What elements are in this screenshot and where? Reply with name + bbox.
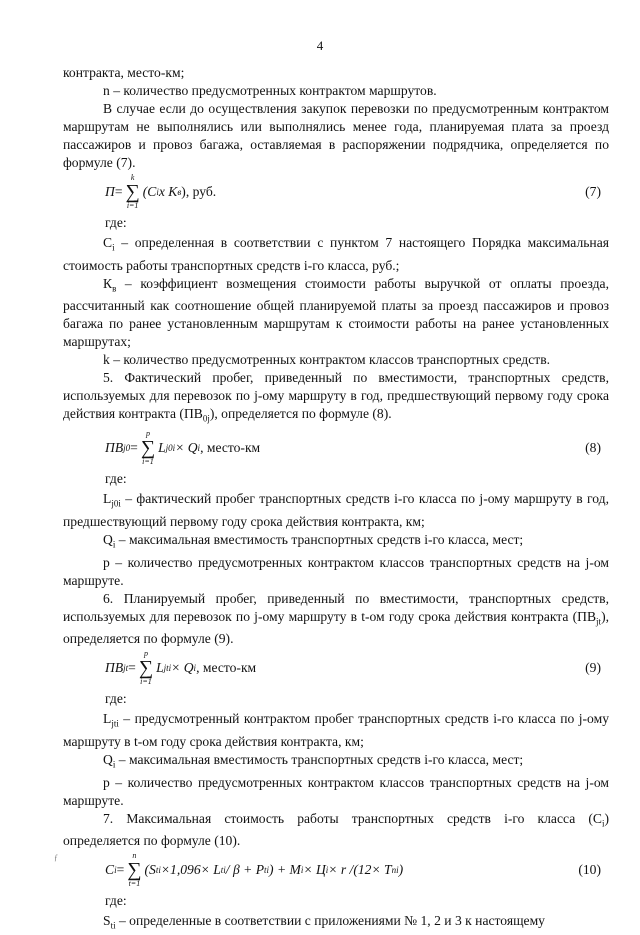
formula-9: ПВ jt = p ∑ i=1 L jti × Q i , место-км (9) xyxy=(63,650,609,686)
where-label-2: где: xyxy=(105,471,127,487)
definition-sti: $S_{ti}$ – определенные в соответствии с приложениями № 1, 2 и 3 к настоящему xyxy=(103,913,545,932)
formula-number-9: (9) xyxy=(585,660,601,676)
formula-10: C i = n ∑ t=1 (S ti ×1,096× L ti / β + P ti ) + M i × Ц i × r /(12× T ni ) (10) xyxy=(63,852,609,888)
definition-ljti: $L_{jti}$ – предусмотренный контрактом пробег транспортных средств i-го класса по j-ому маршруту в t-ом году срока действия контракта, км; xyxy=(63,711,609,750)
paragraph-case: В случае если до осуществления закупок перевозки по предусмотренным контрактом маршрутам не выполнялись или выполнялись менее года, планируемая плата за проезд пассажиров и провоз багажа, оставляемая в распоряжении подрядчика, определяется по формуле (7). xyxy=(63,101,609,170)
paragraph-7: 7. Максимальная стоимость работы транспортных средств i-го класса $(C_i)$ определяется по формуле (10). xyxy=(63,810,609,849)
page-number: 4 xyxy=(316,38,324,53)
where-label-3: где: xyxy=(105,691,127,707)
definition-kv: $К_в$ – коэффициент возмещения стоимости работы выручкой от оплаты проезда, рассчитанный как соотношение общей планируемой платы за проезд пассажиров и провоз багажа по ранее установленным маршрутам к стоимости работы на ранее установленных маршрутах; xyxy=(63,275,609,350)
sum-symbol: n ∑ t=1 xyxy=(127,851,142,889)
where-label-4: где: xyxy=(105,893,127,909)
margin-mark: ƒ xyxy=(54,853,58,862)
formula-number-8: (8) xyxy=(585,440,601,456)
definition-lj0i: $L_{j0i}$ – фактический пробег транспортных средств i-го класса по j-ому маршруту в год, предшествующий первому году срока действия контракта, км; xyxy=(63,491,609,529)
formula-number-10: (10) xyxy=(578,862,601,878)
paragraph-5: 5. Фактический пробег, приведенный по вместимости, транспортных средств, используемых для перевозок по j-ому маршруту в год, предшествующий первому году срока действия контракта $(ПВ_{0j})$, определяется по формуле (8). xyxy=(63,370,609,425)
sum-symbol: k ∑ i=1 xyxy=(125,173,140,210)
definition-ci: $C_i$ – определенная в соответствии с пунктом 7 настоящего Порядка максимальная стоимость работы транспортных средств i-го класса, руб.; xyxy=(63,235,609,273)
sum-symbol: p ∑ i=1 xyxy=(138,649,154,687)
intro-line-2: n – количество предусмотренных контрактом маршрутов. xyxy=(103,83,437,98)
definition-qi-1: $Q_i$ – максимальная вместимость транспортных средств i-го класса, мест; xyxy=(103,531,524,550)
paragraph-6: 6. Планируемый пробег, приведенный по вместимости, транспортных средств, используемых для перевозок по j-ому маршруту в t-ом году срока действия контракта $(ПВ_{jt})$, определяется по формуле (9). xyxy=(63,590,609,647)
formula-7: П = k ∑ i=1 (C i x K в ), руб. (7) xyxy=(63,174,609,210)
intro-line-1: контракта, место-км; xyxy=(63,65,185,80)
formula-number-7: (7) xyxy=(585,184,601,199)
definition-p-2: р – количество предусмотренных контрактом классов транспортных средств на j-ом маршруте. xyxy=(63,774,609,808)
where-label-1: где: xyxy=(105,215,127,230)
definition-qi-2: $Q_i$ – максимальная вместимость транспортных средств i-го класса, мест; xyxy=(103,752,524,770)
formula-8: ПВ j0 = p ∑ i=1 L j0i × Q i , место-км (8) xyxy=(63,430,609,466)
sum-symbol: p ∑ i=1 xyxy=(140,429,156,467)
definition-k: k – количество предусмотренных контрактом классов транспортных средств. xyxy=(103,352,551,368)
page-content xyxy=(63,64,609,935)
definition-p-1: р – количество предусмотренных контрактом классов транспортных средств на j-ом маршруте. xyxy=(63,554,609,588)
